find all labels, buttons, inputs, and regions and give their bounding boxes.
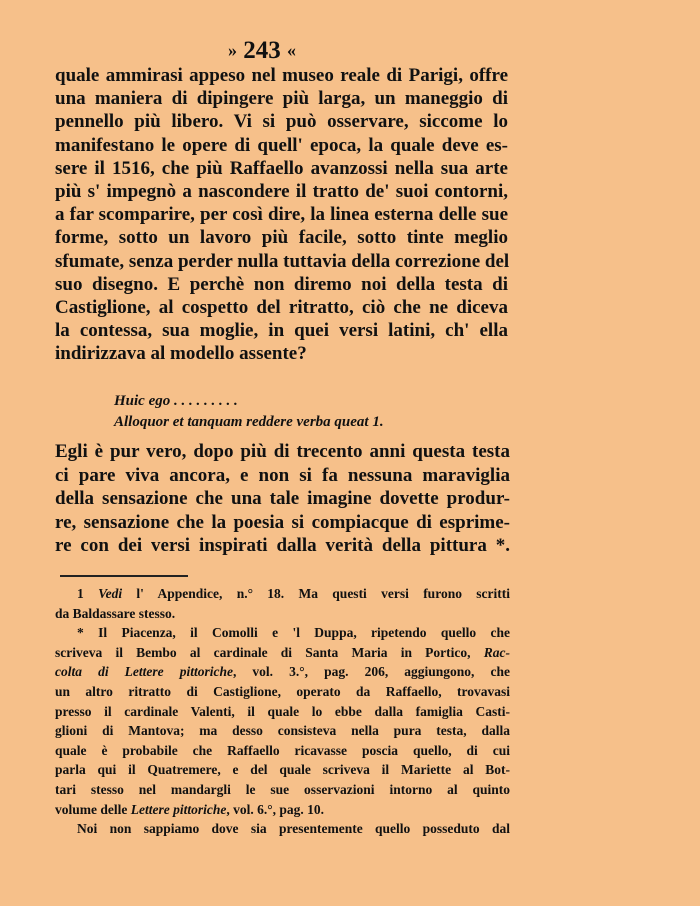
text-line: della sensazione che una tale imagine dovette produr- [55,488,510,510]
text-line: una maniera di dipingere più larga, un maneggio di [55,88,508,110]
footnote-line: parla qui il Quatremere, e del quale scriveva il Mariette al Bot- [55,762,510,778]
footnote-line: * Il Piacenza, il Comolli e 'l Duppa, ripetendo quello che [77,625,510,641]
footnote-italic: colta di Lettere pittoriche [55,664,233,680]
page-number: 243 [243,37,281,64]
main-paragraph-1 [55,64,508,366]
verse-line: Huic ego . . . . . . . . . [114,393,238,409]
footnote-line: quale è probabile che Raffaello ricavasse poscia quello, di cui [55,742,510,758]
footnote-marker: 1 [77,586,84,601]
page-header [228,36,408,65]
footnote-italic: Lettere pittoriche [130,801,227,817]
text-line: manifestano le opere di quell' epoca, la quale deve es- [55,134,508,156]
text-line: forme, sotto un lavoro più facile, sotto tinte meglio [55,227,508,249]
text-line: ci pare viva ancora, e non si fa nessuna maraviglia [55,464,510,486]
footnote-line: Noi non sappiamo dove sia presentemente quello posseduto dal [77,821,510,837]
footnote-text: volume delle [55,801,131,817]
text-line: sere il 1516, che più Raffaello avanzossi nella sua arte [55,157,508,179]
footnote-line [55,643,510,663]
text-line: più s' impegnò a nascondere il tratto de' suoi contorni, [55,181,508,203]
footnote-divider [60,575,188,577]
text-line: la contessa, sua moglie, in quei versi latini, ch' ella [55,320,508,342]
left-ornament: » [228,40,237,60]
footnote-line: presso il cardinale Valenti, il quale lo ebbe dalla famiglia Casti- [55,703,510,719]
right-ornament: « [287,40,296,60]
vedi-italic: Vedi [98,586,123,601]
main-paragraph-2 [55,440,510,558]
footnote-line: da Baldassare stesso. [55,605,176,621]
footnotes [55,584,510,839]
text-line: re, sensazione che la poesia si compiacque di esprime- [55,511,510,533]
footnote-line [55,800,510,820]
footnote-line: un altro ritratto di Castiglione, operato da Raffaello, trovavasi [55,683,510,699]
text-line: Egli è pur vero, dopo più di trecento anni questa testa [55,441,510,462]
text-line: pennello più libero. Vi si può osservare, siccome lo [55,111,508,133]
footnote-text: , vol. 3.°, pag. 206, aggiungono, che [232,664,510,680]
text-line: indirizzava al modello assente? [55,343,307,365]
footnote-text: , vol. 6.°, pag. 10. [226,801,325,817]
text-line: Castiglione, al cospetto del ritratto, ciò che ne diceva [55,297,508,319]
text-line: a far scomparire, per così dire, la linea esterna delle sue [55,204,508,226]
footnote-text: scriveva il Bembo al cardinale di Santa Maria in Portico, [55,644,484,660]
text-line: sfumate, senza perder nulla tuttavia della correzione del [55,250,510,272]
footnote-line [55,662,510,682]
footnote-text: l' Appendice, n.° 18. Ma questi versi furono scritti [122,586,511,601]
text-line: suo disegno. E perchè non diremo noi della testa di [55,273,508,295]
text-line: quale ammirasi appeso nel museo reale di Parigi, offre [55,65,508,86]
footnote-line: tari stesso nel mandargli le sue osservazioni intorno al quinto [55,781,510,797]
verse-line: Alloquor et tanquam reddere verba queat 1. [114,414,384,430]
text-line: re con dei versi inspirati dalla verità della pittura *. [55,535,510,557]
footnote-italic: Rac- [483,644,510,660]
footnote-line: glioni di Mantova; ma desso consisteva nella pura testa, dalla [55,723,510,739]
footnote-line [55,584,510,604]
latin-verse [114,391,494,433]
